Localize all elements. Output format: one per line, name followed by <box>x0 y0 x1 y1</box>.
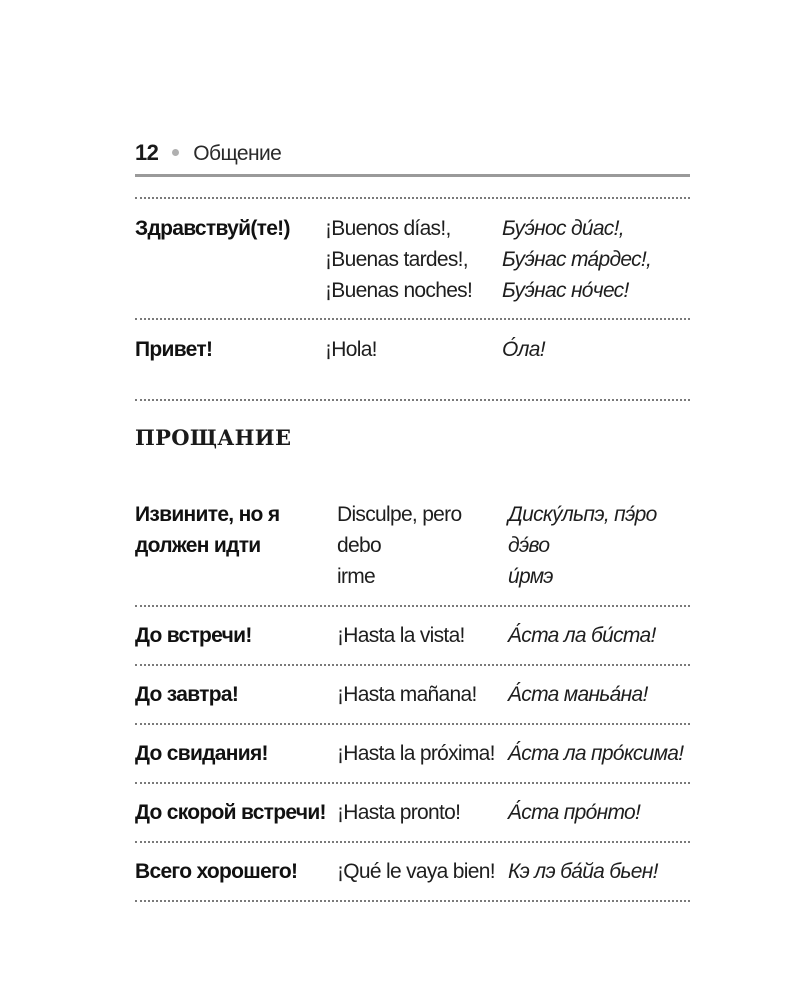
transcription-line: и́рмэ <box>508 565 553 588</box>
spanish-phrase: ¡Hola! <box>325 338 377 361</box>
spanish-line: ¡Buenas tardes!, <box>325 248 468 271</box>
spanish-line: irme <box>337 565 376 588</box>
russian-phrase: До свидания! <box>135 742 268 765</box>
transcription <box>508 499 690 592</box>
table-row <box>135 486 690 605</box>
running-section-title: Общение <box>193 142 282 165</box>
russian-line: должен идти <box>135 534 261 557</box>
spanish-phrase: ¡Hasta la próxima! <box>337 742 495 765</box>
section-heading: ПРОЩАНИЕ <box>135 399 690 450</box>
russian-phrase: До завтра! <box>135 683 239 706</box>
russian-phrase: Привет! <box>135 338 213 361</box>
transcription: А́ста про́нто! <box>508 801 641 824</box>
page-number: 12 <box>135 140 159 165</box>
transcription-line: Диску́льпэ, пэ́ро дэ́во <box>508 503 657 557</box>
farewell-table <box>135 486 690 902</box>
transcription: А́ста маньа́на! <box>508 683 648 706</box>
table-row <box>135 197 690 318</box>
spanish-phrase: ¡Qué le vaya bien! <box>337 860 495 883</box>
transcription: О́ла! <box>502 338 545 361</box>
spanish-phrase <box>325 213 502 306</box>
spanish-phrase: ¡Hasta pronto! <box>337 801 461 824</box>
spanish-phrase <box>331 499 508 592</box>
spanish-line: ¡Buenos días!, <box>325 217 451 240</box>
table-row <box>135 318 690 377</box>
transcription-line: Буэ́нас но́чес! <box>502 279 629 302</box>
spanish-phrase: ¡Hasta la vista! <box>337 624 465 647</box>
russian-phrase: Всего хорошего! <box>135 860 298 883</box>
page <box>135 140 690 902</box>
transcription: А́ста ла би́ста! <box>508 624 656 647</box>
transcription: А́ста ла про́ксима! <box>508 742 684 765</box>
transcription-line: Буэ́нас та́рдес!, <box>502 248 652 271</box>
transcription: Кэ лэ ба́йа бьен! <box>508 860 658 883</box>
table-row <box>135 841 690 902</box>
transcription-line: Буэ́нос ди́ас!, <box>502 217 624 240</box>
transcription <box>502 213 690 306</box>
spanish-line: ¡Buenas noches! <box>325 279 473 302</box>
table-row <box>135 723 690 782</box>
russian-phrase <box>135 499 331 592</box>
bullet-separator-icon <box>172 149 179 156</box>
russian-phrase: До встречи! <box>135 624 252 647</box>
greetings-table <box>135 197 690 377</box>
russian-line: Извините, но я <box>135 503 280 526</box>
russian-phrase: Здравствуй(те!) <box>135 217 290 240</box>
table-row <box>135 605 690 664</box>
page-header <box>135 140 690 177</box>
spanish-phrase: ¡Hasta mañana! <box>337 683 477 706</box>
table-row <box>135 664 690 723</box>
table-row <box>135 782 690 841</box>
spanish-line: Disculpe, pero debo <box>337 503 462 557</box>
russian-phrase: До скорой встречи! <box>135 801 326 824</box>
